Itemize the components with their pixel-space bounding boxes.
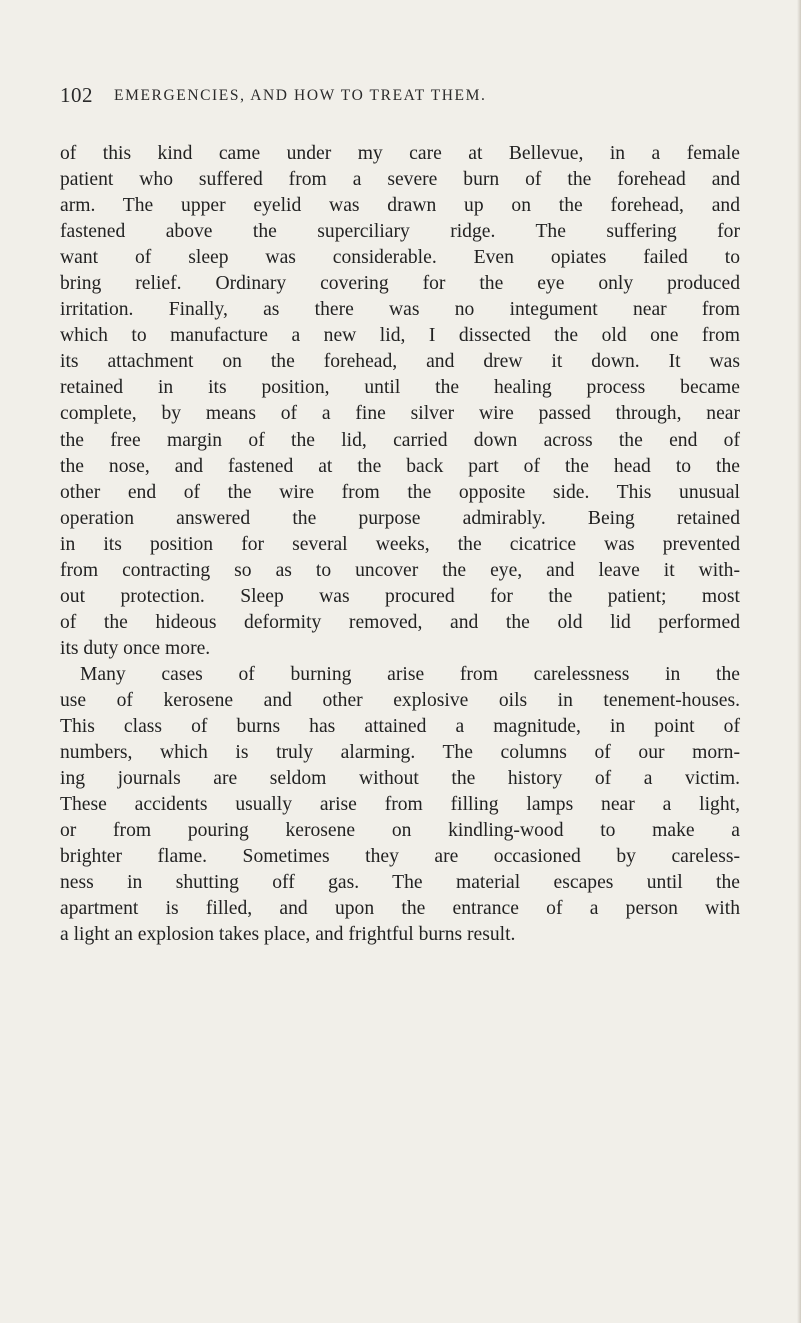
text-line: the nose, and fastened at the back part of the head to the (60, 455, 740, 477)
paragraph-2 (60, 662, 740, 949)
text-line: or from pouring kerosene on kindling-wood to make a (60, 820, 740, 842)
text-line: want of sleep was considerable. Even opiates failed to (60, 247, 740, 269)
text-line: which to manufacture a new lid, I dissected the old one from (60, 325, 740, 347)
text-line: operation answered the purpose admirably. Being retained (60, 507, 740, 529)
page-header (60, 83, 740, 113)
text-line: numbers, which is truly alarming. The columns of our morn- (60, 742, 740, 764)
text-line: Many cases of burning arise from carelessness in the (80, 663, 740, 685)
paragraph-1 (60, 141, 740, 662)
text-line: its duty once more. (60, 637, 211, 659)
text-line: of the hideous deformity removed, and the old lid performed (60, 611, 740, 633)
text-line: retained in its position, until the healing process became (60, 377, 740, 399)
text-line: fastened above the superciliary ridge. The suffering for (60, 221, 740, 243)
text-line: This class of burns has attained a magnitude, in point of (60, 716, 740, 738)
text-line: from contracting so as to uncover the eye, and leave it with- (60, 559, 740, 581)
text-line: of this kind came under my care at Bellevue, in a female (60, 143, 740, 164)
text-line: patient who suffered from a severe burn of the forehead and (60, 169, 740, 191)
text-line: arm. The upper eyelid was drawn up on the forehead, and (60, 195, 740, 217)
text-line: a light an explosion takes place, and frightful burns result. (60, 924, 516, 946)
text-line: complete, by means of a fine silver wire passed through, near (60, 403, 740, 425)
running-head: EMERGENCIES, AND HOW TO TREAT THEM. (114, 87, 487, 104)
text-line: ness in shutting off gas. The material escapes until the (60, 872, 740, 894)
text-line: ing journals are seldom without the history of a victim. (60, 768, 740, 790)
page-number: 102 (60, 83, 93, 107)
text-line: bring relief. Ordinary covering for the eye only produced (60, 273, 740, 295)
text-line: apartment is filled, and upon the entrance of a person with (60, 898, 740, 920)
page-edge-shadow (797, 0, 801, 1323)
text-line: use of kerosene and other explosive oils in tenement-houses. (60, 689, 740, 711)
text-line: in its position for several weeks, the cicatrice was prevented (60, 533, 740, 555)
text-line: other end of the wire from the opposite side. This unusual (60, 481, 740, 503)
text-line: out protection. Sleep was procured for the patient; most (60, 585, 740, 607)
text-line: brighter flame. Sometimes they are occasioned by careless- (60, 846, 740, 868)
text-line: the free margin of the lid, carried down across the end of (60, 429, 740, 451)
text-line: irritation. Finally, as there was no integument near from (60, 299, 740, 321)
text-line: its attachment on the forehead, and drew it down. It was (60, 351, 740, 373)
text-line: These accidents usually arise from filling lamps near a light, (60, 794, 740, 816)
body-text (60, 141, 740, 948)
